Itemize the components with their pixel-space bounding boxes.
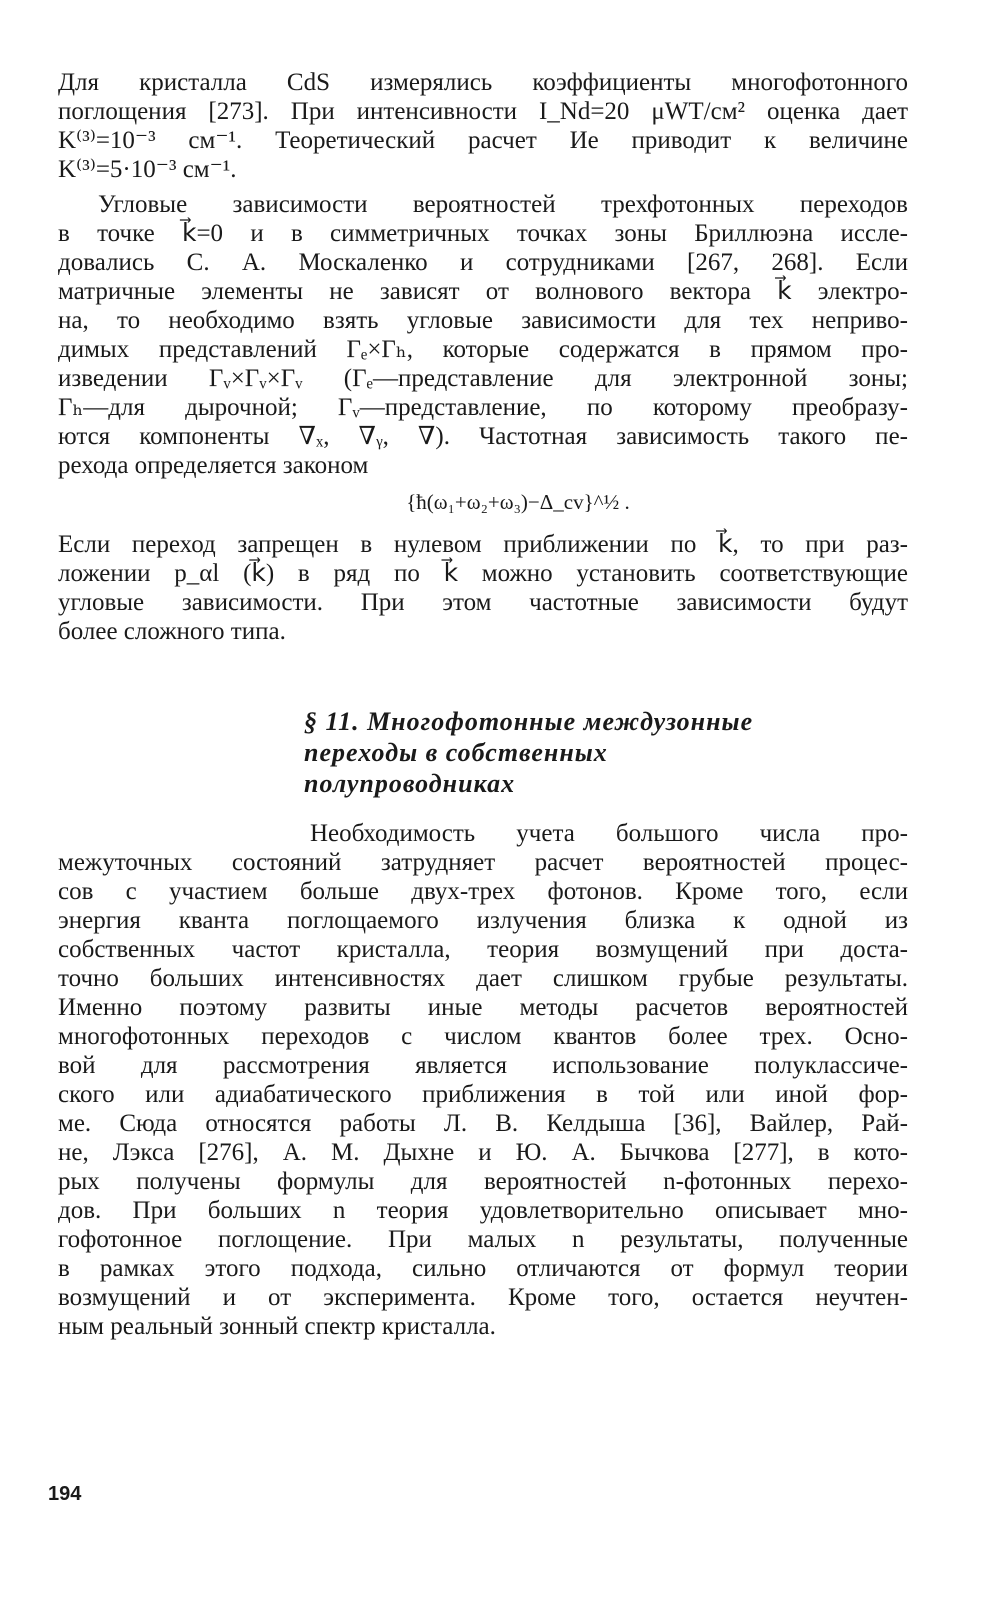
heading-line: полупроводниках xyxy=(304,769,516,798)
text-line: многофотонных переходов с числом квантов более трех. Осно- xyxy=(58,1023,908,1050)
text-line: в точке k⃗=0 и в симметричных точках зоны Бриллюэна иссле- xyxy=(58,220,908,247)
text-line: K⁽³⁾=5·10⁻³ см⁻¹. xyxy=(58,156,237,183)
text-line: не, Лэкса [276], А. М. Дыхне и Ю. А. Бычкова [277], в кото- xyxy=(58,1139,908,1166)
text-line: возмущений и от эксперимента. Кроме того, остается неучтен- xyxy=(58,1284,908,1311)
text-line: Для кристалла CdS измерялись коэффициенты многофотонного xyxy=(58,69,908,96)
text-line: ского или адиабатического приближения в той или иной фор- xyxy=(58,1081,908,1108)
text-line: в рамках этого подхода, сильно отличаются от формул теории xyxy=(58,1255,908,1282)
text-line: изведении Γᵥ×Γᵥ×Γᵥ (Γₑ—представление для электронной зоны; xyxy=(58,365,908,392)
paragraph-multiphoton xyxy=(58,819,908,1341)
paragraph-angular xyxy=(58,190,908,480)
text-line: гофотонное поглощение. При малых n результаты, полученные xyxy=(58,1226,908,1253)
text-line: вой для рассмотрения является использование полуклассиче- xyxy=(58,1052,908,1079)
paragraph-forbidden xyxy=(58,530,908,646)
heading-line: переходы в собственных xyxy=(304,738,608,767)
text-line: ме. Сюда относятся работы Л. В. Келдыша [36], Вайлер, Рай- xyxy=(58,1110,908,1137)
text-line: сов с участием больше двух-трех фотонов. Кроме того, если xyxy=(58,878,908,905)
text-line: собственных частот кристалла, теория возмущений при доста- xyxy=(58,936,908,963)
text-line: ложении p_αl (k⃗) в ряд по k⃗ можно установить соответствующие xyxy=(58,560,908,587)
text-line: межуточных состояний затрудняет расчет вероятностей процес- xyxy=(58,849,908,876)
text-line: Если переход запрещен в нулевом приближении по k⃗, то при раз- xyxy=(58,531,908,558)
text-line: димых представлений Γₑ×Γₕ, которые содержатся в прямом про- xyxy=(58,336,908,363)
page-body xyxy=(58,68,908,1341)
text-line: рехода определяется законом xyxy=(58,452,369,479)
text-line: более сложного типа. xyxy=(58,618,286,645)
text-line: угловые зависимости. При этом частотные зависимости будут xyxy=(58,589,908,616)
text-line: Угловые зависимости вероятностей трехфотонных переходов xyxy=(98,191,908,218)
heading-line: § 11. Многофотонные междузонные xyxy=(304,707,754,736)
text-line: энергия кванта поглощаемого излучения близка к одной из xyxy=(58,907,908,934)
text-line: рых получены формулы для вероятностей n-фотонных перехо- xyxy=(58,1168,908,1195)
text-line: дов. При больших n теория удовлетворительно описывает мно- xyxy=(58,1197,908,1224)
paragraph-cds xyxy=(58,68,908,184)
text-line: Необходимость учета большого числа про- xyxy=(310,820,908,847)
text-line: поглощения [273]. При интенсивности I_Nd=20 μWT/см² оценка дает xyxy=(58,98,908,125)
text-line: ным реальный зонный спектр кристалла. xyxy=(58,1313,496,1340)
text-line: довались С. А. Москаленко и сотрудниками [267, 268]. Если xyxy=(58,249,908,276)
text-line: K⁽³⁾=10⁻³ см⁻¹. Теоретический расчет Ие приводит к величине xyxy=(58,127,908,154)
section-heading xyxy=(304,706,908,799)
formula-frequency: {ħ(ω₁+ω₂+ω₃)−Δ_cv}^½ . xyxy=(406,490,630,514)
text-line: Именно поэтому развиты иные методы расчетов вероятностей xyxy=(58,994,908,1021)
text-line: Γₕ—для дырочной; Γᵥ—представление, по которому преобразу- xyxy=(58,394,908,421)
text-line: ются компоненты ∇ₓ, ∇ᵧ, ∇). Частотная зависимость такого пе- xyxy=(58,423,908,450)
text-line: на, то необходимо взять угловые зависимости для тех неприво- xyxy=(58,307,908,334)
text-line: матричные элементы не зависят от волнового вектора k⃗ электро- xyxy=(58,278,908,305)
page-number: 194 xyxy=(48,1483,82,1505)
text-line: точно больших интенсивностях дает слишком грубые результаты. xyxy=(58,965,908,992)
